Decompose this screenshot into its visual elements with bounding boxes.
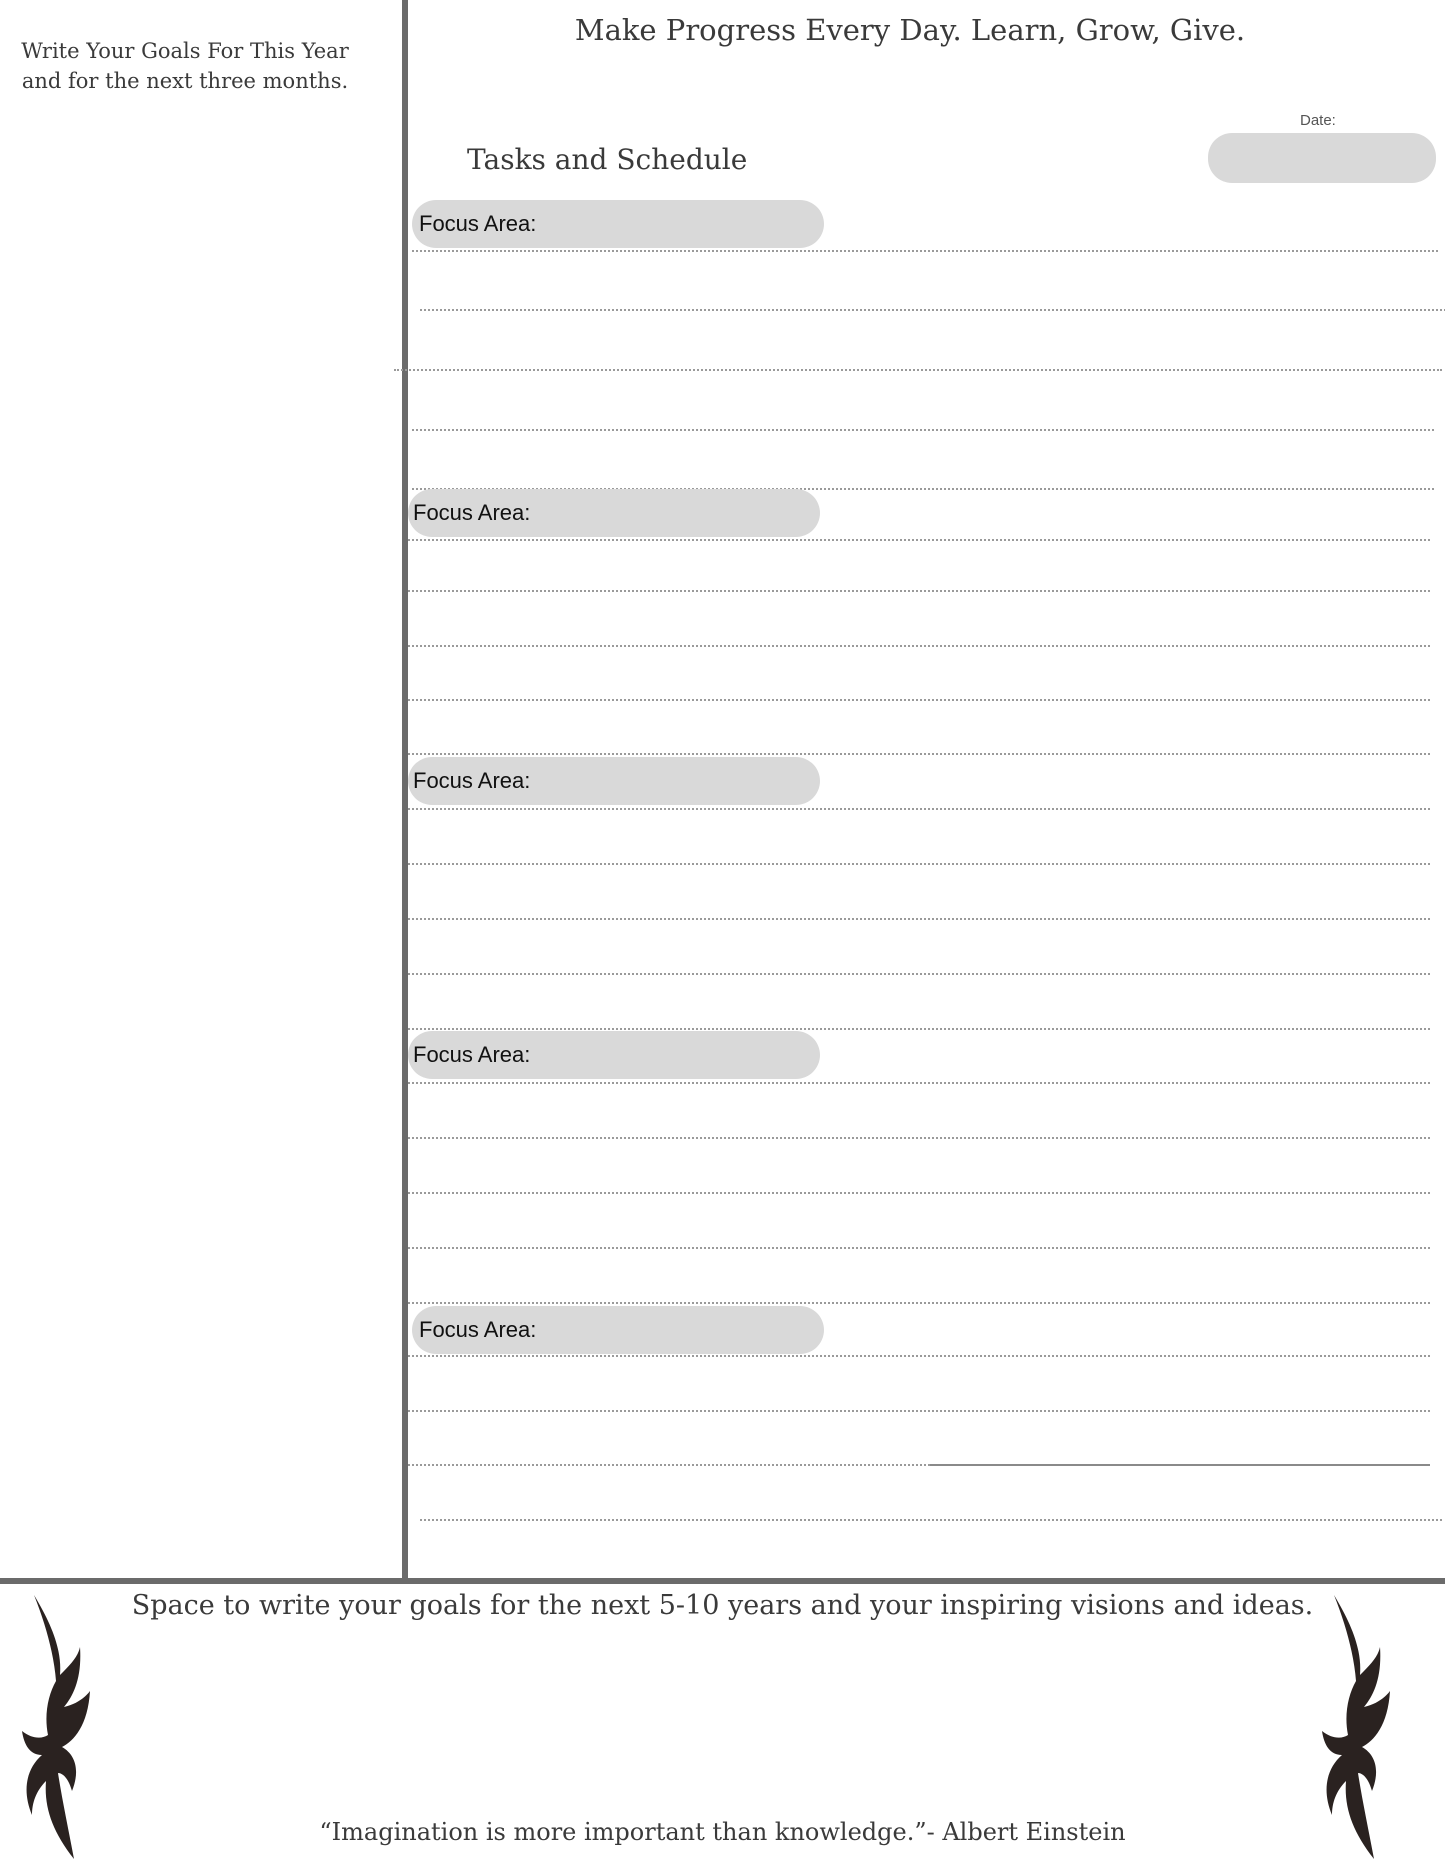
focus-area-section <box>408 200 1438 490</box>
writing-line <box>408 1137 1430 1139</box>
writing-line <box>408 1464 930 1466</box>
writing-line <box>408 539 1430 541</box>
horizontal-divider <box>0 1578 1445 1584</box>
motto-heading: Make Progress Every Day. Learn, Grow, Give. <box>574 13 1246 47</box>
writing-line-solid <box>930 1464 1430 1466</box>
writing-line <box>408 590 1430 592</box>
writing-line <box>412 250 1438 252</box>
writing-line <box>408 1302 1430 1304</box>
focus-area-label: Focus Area: <box>419 211 537 236</box>
writing-line <box>408 1028 1430 1030</box>
writing-line <box>408 1082 1430 1084</box>
focus-area-label: Focus Area: <box>413 1042 531 1067</box>
writing-line <box>408 1247 1430 1249</box>
focus-area-section <box>408 1031 1438 1306</box>
focus-area-section <box>408 489 1438 759</box>
writing-line <box>408 645 1430 647</box>
date-field[interactable] <box>1208 133 1436 183</box>
writing-line <box>408 753 1430 755</box>
writing-line <box>408 1410 1430 1412</box>
section-title: Tasks and Schedule <box>467 143 748 176</box>
left-goals-heading <box>0 36 370 96</box>
focus-area-section <box>408 1306 1438 1526</box>
left-heading-line1: Write Your Goals For This Year <box>21 39 349 63</box>
writing-line <box>412 429 1434 431</box>
long-term-goals-prompt: Space to write your goals for the next 5-10 years and your inspiring visions and ideas. <box>131 1590 1314 1621</box>
date-label: Date: <box>1300 112 1336 129</box>
writing-line <box>408 863 1430 865</box>
writing-line <box>408 699 1430 701</box>
writing-line <box>408 1192 1430 1194</box>
writing-line <box>408 808 1430 810</box>
focus-area-section <box>408 757 1438 1032</box>
writing-line <box>408 1355 1430 1357</box>
einstein-quote: “Imagination is more important than knowledge.”- Albert Einstein <box>319 1818 1126 1846</box>
writing-line <box>408 918 1430 920</box>
writing-line <box>420 309 1445 311</box>
focus-area-label: Focus Area: <box>413 768 531 793</box>
left-heading-line2: and for the next three months. <box>21 69 349 93</box>
writing-line <box>420 1519 1442 1521</box>
writing-line <box>408 973 1430 975</box>
focus-area-label: Focus Area: <box>419 1317 537 1342</box>
writing-line <box>394 369 1442 371</box>
focus-area-label: Focus Area: <box>413 500 531 525</box>
